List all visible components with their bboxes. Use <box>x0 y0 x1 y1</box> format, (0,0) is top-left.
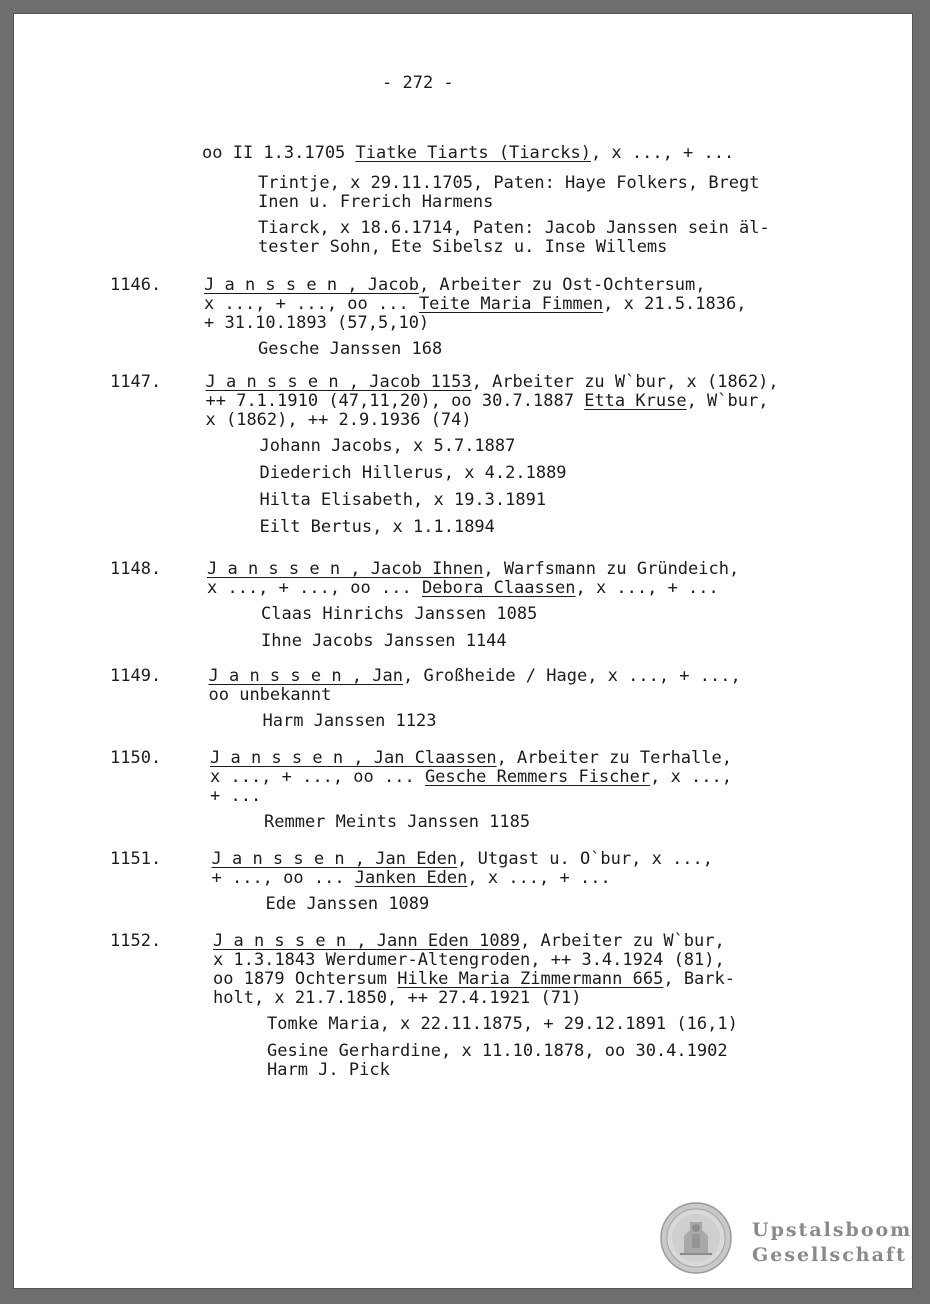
text-segment: , Arbeiter zu W`bur, <box>520 931 725 951</box>
text-segment: holt, x 21.7.1850, ++ 27.4.1921 (71) <box>213 988 582 1008</box>
underlined-name: Etta Kruse <box>584 391 687 411</box>
document-page <box>14 14 912 1288</box>
entry-line <box>212 850 714 869</box>
child-line: Trintje, x 29.11.1705, Paten: Haye Folkers, Bregt <box>258 173 760 193</box>
text-segment: , Großheide / Hage, x ..., + ..., <box>402 666 741 686</box>
text-segment: , Bark- <box>663 969 735 989</box>
entry-line <box>206 411 472 430</box>
entry-line <box>213 951 725 970</box>
entry-line <box>213 970 735 989</box>
entry-line <box>206 392 769 411</box>
underlined-name: J a n s s e n , Jacob Ihnen <box>207 559 484 579</box>
entry-number: 1149. <box>110 666 162 686</box>
entry-number: 1150. <box>110 748 162 768</box>
text-segment: oo 1879 Ochtersum <box>213 969 398 989</box>
text-segment: , Utgast u. O`bur, x ..., <box>457 849 714 869</box>
entry-number: 1148. <box>110 559 162 579</box>
text-segment: x ..., + ..., oo ... <box>210 767 425 787</box>
text-segment: x ..., + ..., oo ... <box>207 578 422 598</box>
underlined-name: Janken Eden <box>354 868 468 888</box>
child-line: Eilt Bertus, x 1.1.1894 <box>259 517 495 537</box>
entry-line <box>206 373 779 392</box>
entry-line <box>213 989 581 1008</box>
text-segment: , x ..., + ... <box>467 868 611 888</box>
underlined-name: Teite Maria Fimmen <box>418 294 604 314</box>
child-line: Ihne Jacobs Janssen 1144 <box>261 631 507 651</box>
child-line: Tomke Maria, x 22.11.1875, + 29.12.1891 (16,1) <box>267 1014 738 1034</box>
entry-line <box>212 869 611 888</box>
child-line: Gesche Janssen 168 <box>258 339 443 359</box>
entry-line <box>204 295 746 314</box>
text-segment: + 31.10.1893 (57,5,10) <box>204 313 430 333</box>
underlined-name: J a n s s e n , Jann Eden 1089 <box>213 931 521 951</box>
entry-line <box>207 579 719 598</box>
text-segment: , Arbeiter zu Ost-Ochtersum, <box>418 275 706 295</box>
child-line: Hilta Elisabeth, x 19.3.1891 <box>259 490 547 510</box>
spouse-name: Tiatke Tiarts (Tiarcks) <box>355 143 591 163</box>
child-line: Harm Janssen 1123 <box>262 711 437 731</box>
child-line: Johann Jacobs, x 5.7.1887 <box>259 436 516 456</box>
text-segment: , Arbeiter zu W`bur, x (1862), <box>471 372 779 392</box>
child-line: Tiarck, x 18.6.1714, Paten: Jacob Janssen sein äl- <box>258 218 770 238</box>
entry-line <box>210 749 732 768</box>
seal-logo-icon <box>660 1202 732 1274</box>
text-segment: , W`bur, <box>686 391 769 411</box>
brand-name <box>752 1218 912 1268</box>
child-line: tester Sohn, Ete Sibelsz u. Inse Willems <box>258 237 668 257</box>
entry-number: 1147. <box>110 372 162 392</box>
underlined-name: Debora Claassen <box>421 578 576 598</box>
text-segment: + ..., oo ... <box>211 868 355 888</box>
entry-line <box>209 667 741 686</box>
entry-number: 1152. <box>110 931 162 951</box>
child-line: Diederich Hillerus, x 4.2.1889 <box>259 463 567 483</box>
entry-line <box>213 932 725 951</box>
text-segment: ++ 7.1.1910 (47,11,20), oo 30.7.1887 <box>205 391 585 411</box>
intro-marriage-line <box>202 144 734 163</box>
underlined-name: Hilke Maria Zimmermann 665 <box>397 969 664 989</box>
child-line: Inen u. Frerich Harmens <box>258 192 494 212</box>
underlined-name: J a n s s e n , Jacob 1153 <box>205 372 472 392</box>
entry-number: 1151. <box>110 849 162 869</box>
underlined-name: J a n s s e n , Jan <box>208 666 403 686</box>
text-segment: , Arbeiter zu Terhalle, <box>496 748 732 768</box>
underlined-name: Gesche Remmers Fischer <box>424 767 651 787</box>
brand-line-1: Upstalsboom <box>752 1219 913 1241</box>
text-segment: + ... <box>210 786 262 806</box>
underlined-name: J a n s s e n , Jacob <box>204 275 419 295</box>
entry-number: 1146. <box>110 275 162 295</box>
underlined-name: J a n s s e n , Jan Eden <box>211 849 458 869</box>
entry-line <box>204 314 429 333</box>
child-line: Gesine Gerhardine, x 11.10.1878, oo 30.4.1902 <box>267 1041 728 1061</box>
text-segment: oo unbekannt <box>208 685 332 705</box>
entry-line <box>209 686 332 705</box>
child-line: Remmer Meints Janssen 1185 <box>264 812 531 832</box>
entry-line <box>204 276 706 295</box>
child-line: Ede Janssen 1089 <box>265 894 430 914</box>
page-number: - 272 - <box>382 73 454 93</box>
text-segment: x 1.3.1843 Werdumer-Altengroden, ++ 3.4.1924 (81), <box>213 950 725 970</box>
text-segment: oo II 1.3.1705 <box>202 143 356 163</box>
child-line: Harm J. Pick <box>267 1060 390 1080</box>
entry-line <box>210 787 261 806</box>
underlined-name: J a n s s e n , Jan Claassen <box>210 748 497 768</box>
text-segment: , x ..., <box>650 767 732 787</box>
brand-line-2: Gesellschaft <box>752 1244 907 1266</box>
text-segment: , x ..., + ... <box>575 578 719 598</box>
entry-line <box>210 768 732 787</box>
text-segment: , x ..., + ... <box>590 143 735 163</box>
entry-line <box>207 560 739 579</box>
text-segment: x (1862), ++ 2.9.1936 (74) <box>205 410 472 430</box>
text-segment: , Warfsmann zu Gründeich, <box>483 559 740 579</box>
child-line: Claas Hinrichs Janssen 1085 <box>261 604 538 624</box>
text-segment: x ..., + ..., oo ... <box>204 294 419 314</box>
text-segment: , x 21.5.1836, <box>603 294 747 314</box>
